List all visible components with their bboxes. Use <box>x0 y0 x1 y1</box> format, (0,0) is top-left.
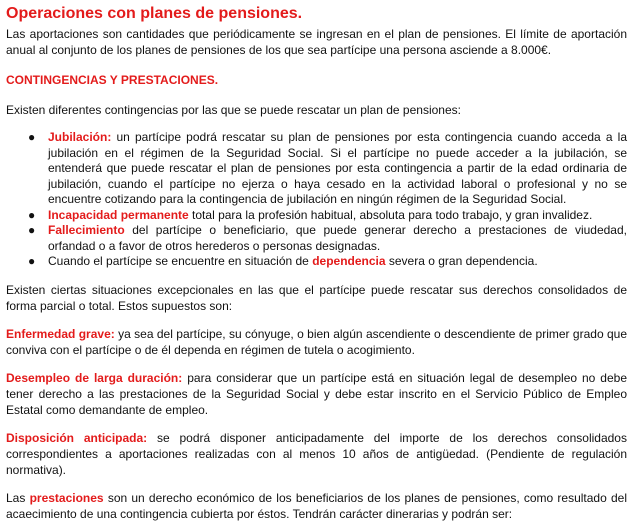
text-desempleo: para considerar que un partícipe está en situación legal de desempleo no debe tener derecho a las prestaciones de la Seguridad Social y debe estar inscrito en el Servicio Público de Empleo Estatal como demandante de empleo. <box>6 370 627 417</box>
term-prestaciones: prestaciones <box>29 490 104 505</box>
text-jubilacion: un partícipe podrá rescatar su plan de pensiones por esta contingencia cuando acceda a la jubilación en el régimen de la Seguridad Social. Si el partícipe no puede acceder a la jubilación, se entenderá que puede rescatar el plan de pensiones por esta contingencia a partir de la edad ordinaria de jubilación, cuando el partícipe no ejerza o haya cesado en la actividad laboral o profesional y no se encuentre cotizando para la contingencia de jubilación en ningún régimen de la Seguridad Social. <box>48 130 627 206</box>
term-incapacidad: Incapacidad permanente <box>48 207 189 222</box>
bullet-icon: ● <box>28 254 36 268</box>
pre-prestaciones: Las <box>6 490 30 505</box>
list-item-incapacidad <box>28 207 627 224</box>
excepcionales-intro: Existen ciertas situaciones excepcionales en las que el partícipe puede rescatar sus derechos consolidados de forma parcial o total. Estos supuestos son: <box>6 282 627 313</box>
contingencias-intro: Existen diferentes contingencias por las que se puede rescatar un plan de pensiones: <box>6 103 461 117</box>
text-fallecimiento: del partícipe o beneficiario, que puede generar derecho a prestaciones de viudedad, orfandad o a favor de otros herederos o personas designadas. <box>48 223 627 253</box>
list-item-jubilacion <box>28 130 627 208</box>
text-disposicion: se podrá disponer anticipadamente del importe de los derechos consolidados correspondientes a aportaciones realizadas con al menos 10 años de antigüedad. (Pendiente de regulación normativa). <box>6 430 627 477</box>
intro-paragraph: Las aportaciones son cantidades que periódicamente se ingresan en el plan de pensiones. El límite de aportación anual al conjunto de los planes de pensiones de los que sea partícipe una persona asciende a 8.000€. <box>6 27 627 57</box>
desempleo-paragraph <box>6 370 627 418</box>
text-incapacidad: total para la profesión habitual, absoluta para todo trabajo, y gran invalidez. <box>188 207 593 222</box>
prestaciones-paragraph <box>6 490 627 522</box>
text-dependencia: severa o gran dependencia. <box>385 254 538 268</box>
pre-dependencia: Cuando el partícipe se encuentre en situación de <box>48 254 313 268</box>
list-item-dependencia <box>28 254 627 270</box>
enfermedad-paragraph <box>6 326 627 358</box>
term-fallecimiento: Fallecimiento <box>48 223 125 237</box>
page-title: Operaciones con planes de pensiones. <box>6 5 303 22</box>
term-enfermedad: Enfermedad grave: <box>6 326 115 341</box>
term-jubilacion: Jubilación: <box>48 130 112 144</box>
text-prestaciones: son un derecho económico de los beneficiarios de los planes de pensiones, como resultado del acaecimiento de una contingencia cubierta por éstos. Tendrán carácter dinerarias y podrán ser: <box>6 490 627 521</box>
contingencias-list <box>6 130 627 270</box>
term-dependencia: dependencia <box>312 254 386 268</box>
bullet-icon: ● <box>28 207 36 222</box>
contingencias-heading: CONTINGENCIAS Y PRESTACIONES. <box>6 73 219 87</box>
term-disposicion: Disposición anticipada: <box>6 430 148 445</box>
list-item-fallecimiento <box>28 223 627 254</box>
bullet-icon: ● <box>28 223 36 237</box>
disposicion-paragraph <box>6 430 627 478</box>
bullet-icon: ● <box>28 130 36 144</box>
text-enfermedad: ya sea del partícipe, su cónyuge, o bien algún ascendiente o descendiente de primer grado que conviva con el partícipe o de él dependa en régimen de tutela o acogimiento. <box>6 326 628 357</box>
term-desempleo: Desempleo de larga duración: <box>6 370 183 385</box>
